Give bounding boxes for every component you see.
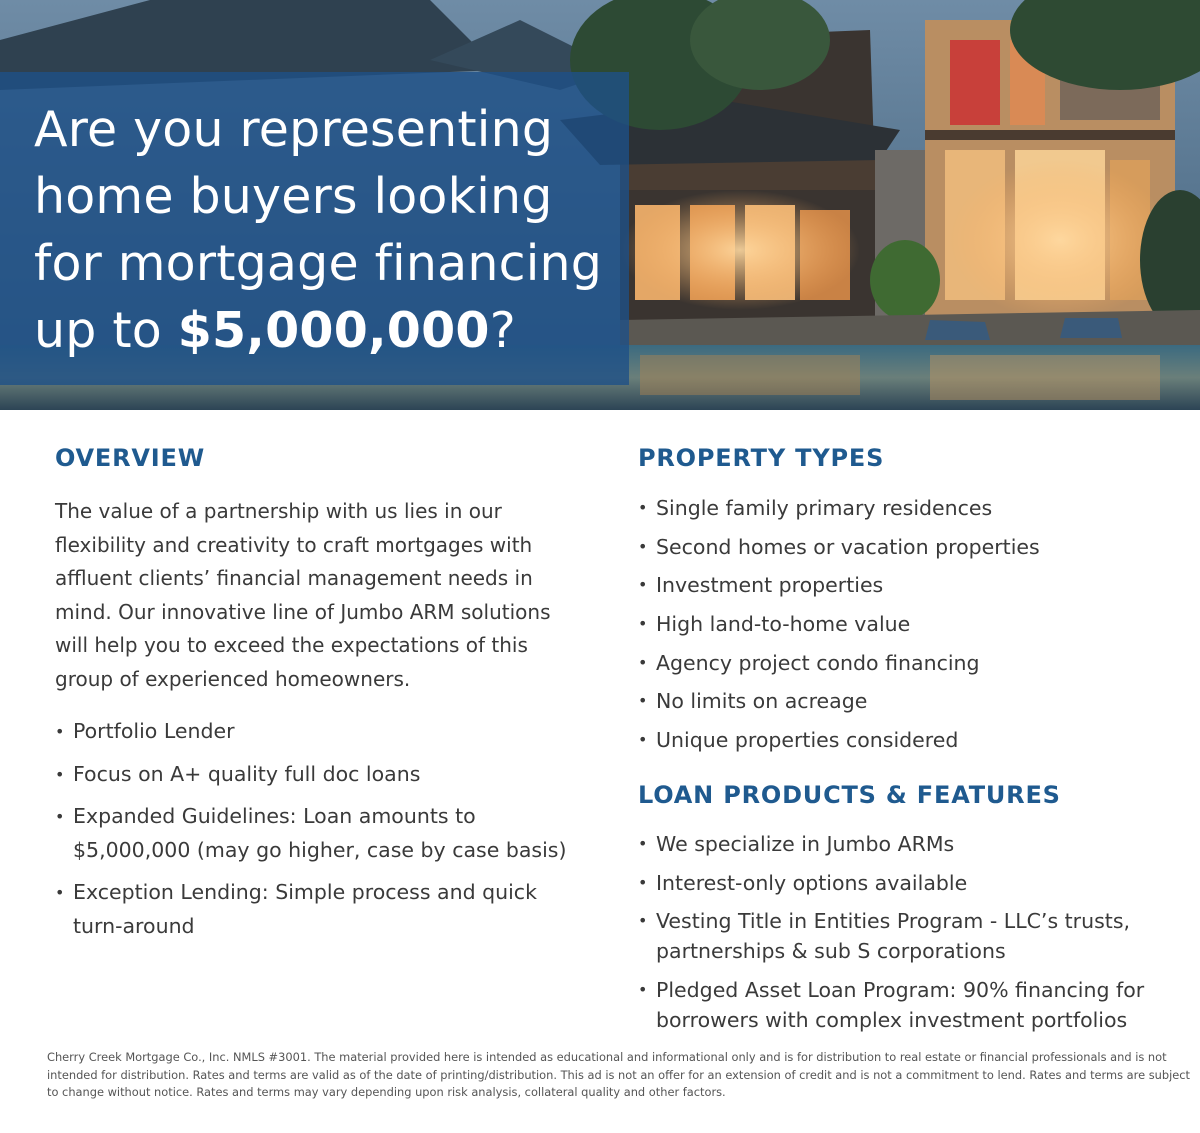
hero-banner [0,0,1200,410]
overview-bullet-list [55,715,575,952]
headline-prefix: up to [34,302,178,359]
list-item: • Pledged Asset Loan Program: 90% financing for borrowers with complex investment portfolios [638,975,1158,1035]
list-item: • Focus on A+ quality full doc loans [55,758,575,792]
list-item: • Interest-only options available [638,868,1158,898]
list-item: • No limits on acreage [638,685,1158,717]
list-item: • Unique properties considered [638,724,1158,756]
overview-paragraph: The value of a partnership with us lies in our flexibility and creativity to craft mortgages with affluent clients’ financial management needs in mind. Our innovative line of Jumbo ARM solutions will help you to exceed the expectations of this group of experienced homeowners. [55,499,551,691]
headline-line-2: home buyers looking [34,168,553,225]
headline-line-3: for mortgage financing [34,235,603,292]
list-item: • Expanded Guidelines: Loan amounts to $5,000,000 (may go higher, case by case basis) [55,800,575,867]
list-item: • Single family primary residences [638,492,1158,524]
legal-disclaimer: Cherry Creek Mortgage Co., Inc. NMLS #3001. The material provided here is intended as educational and informational only and is for distribution to real estate or financial professionals and is not intended for distribution. Rates and terms are valid as of the date of printing/distribution. This ad is not an offer for an extension of credit and is not a commitment to lend. Rates and terms are subject to change without notice. Rates and terms may vary depending upon risk analysis, collateral quality and other factors. [47,1050,1190,1100]
list-item: • Vesting Title in Entities Program - LLC’s trusts, partnerships & sub S corporations [638,906,1158,966]
list-item: • Exception Lending: Simple process and quick turn-around [55,876,575,943]
hero-headline [34,96,624,364]
loan-products-heading: LOAN PRODUCTS & FEATURES [638,781,1061,809]
list-item: • Portfolio Lender [55,715,575,749]
list-item: • We specialize in Jumbo ARMs [638,829,1158,859]
headline-suffix: ? [489,302,516,359]
headline-amount: $5,000,000 [177,302,490,359]
list-item: • Second homes or vacation properties [638,531,1158,563]
overview-heading: OVERVIEW [55,444,205,472]
list-item: • Agency project condo financing [638,647,1158,679]
list-item: • Investment properties [638,569,1158,601]
property-types-list [638,492,1158,763]
list-item: • High land-to-home value [638,608,1158,640]
property-types-heading: PROPERTY TYPES [638,444,885,472]
headline-line-1: Are you representing [34,101,554,158]
loan-products-list [638,829,1158,1043]
